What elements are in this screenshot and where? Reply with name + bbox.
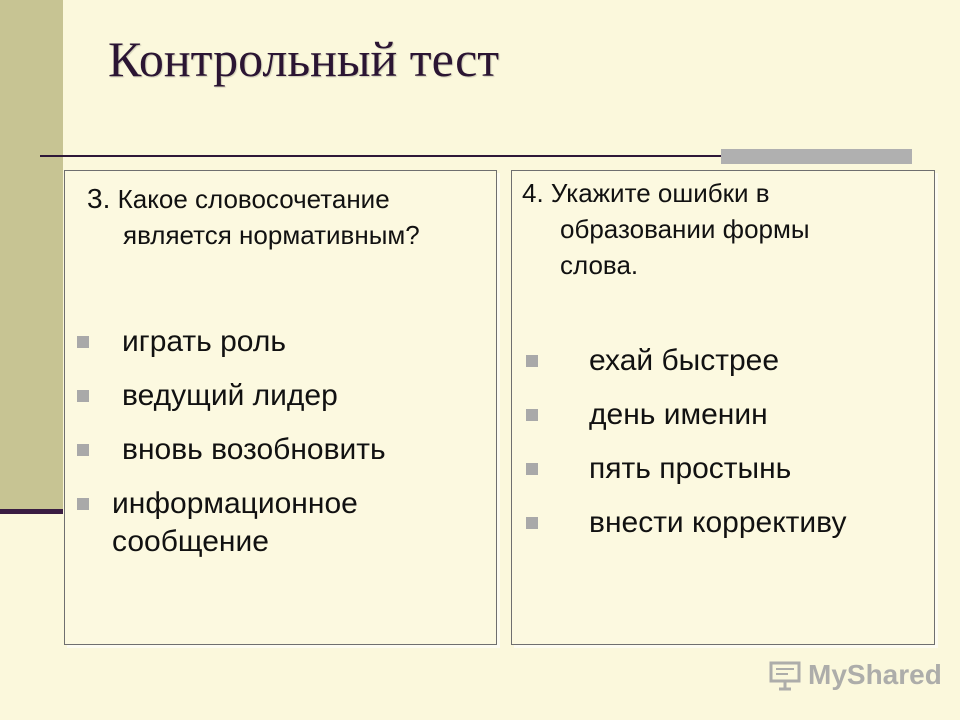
option-text: играть роль xyxy=(122,325,286,358)
left-decor-bar xyxy=(0,0,63,512)
list-item xyxy=(77,485,487,561)
question-3-box xyxy=(64,170,497,645)
square-bullet-icon xyxy=(77,444,89,456)
watermark xyxy=(768,655,942,695)
question-line: образовании формы xyxy=(560,214,810,244)
option-text: вновь возобновить xyxy=(122,433,386,466)
question-line: Какое словосочетание xyxy=(117,184,390,214)
square-bullet-icon xyxy=(77,390,89,402)
option-text xyxy=(77,485,487,561)
question-4-text xyxy=(522,175,922,283)
option-text: ведущий лидер xyxy=(122,379,338,412)
question-4-box xyxy=(511,170,935,645)
square-bullet-icon xyxy=(526,517,538,529)
slide-title: Контрольный тест xyxy=(108,31,500,87)
list-item xyxy=(526,396,926,434)
question-line: является нормативным? xyxy=(123,220,420,250)
option-text: день именин xyxy=(589,398,768,431)
question-number: 3. xyxy=(87,183,111,214)
option-text: пять простынь xyxy=(589,452,792,485)
square-bullet-icon xyxy=(526,355,538,367)
square-bullet-icon xyxy=(526,463,538,475)
question-3-text xyxy=(87,181,487,253)
presentation-board-icon xyxy=(768,658,802,692)
option-text: ехай быстрее xyxy=(589,344,780,377)
list-item xyxy=(526,504,926,542)
square-bullet-icon xyxy=(77,498,89,510)
square-bullet-icon xyxy=(526,409,538,421)
watermark-text: MyShared xyxy=(808,659,942,690)
list-item xyxy=(77,323,487,361)
list-item xyxy=(526,450,926,488)
list-item xyxy=(526,342,926,380)
left-accent-line xyxy=(0,509,63,514)
option-line: сообщение xyxy=(112,525,269,558)
question-4-options xyxy=(526,342,926,558)
question-3-options xyxy=(77,323,487,577)
question-line: слова. xyxy=(560,250,639,280)
option-text: внести коррективу xyxy=(589,506,847,539)
decor-gray-block xyxy=(721,149,912,164)
square-bullet-icon xyxy=(77,336,89,348)
list-item xyxy=(77,377,487,415)
question-line: 4. Укажите ошибки в xyxy=(522,178,770,208)
list-item xyxy=(77,431,487,469)
option-line: информационное xyxy=(112,487,358,520)
